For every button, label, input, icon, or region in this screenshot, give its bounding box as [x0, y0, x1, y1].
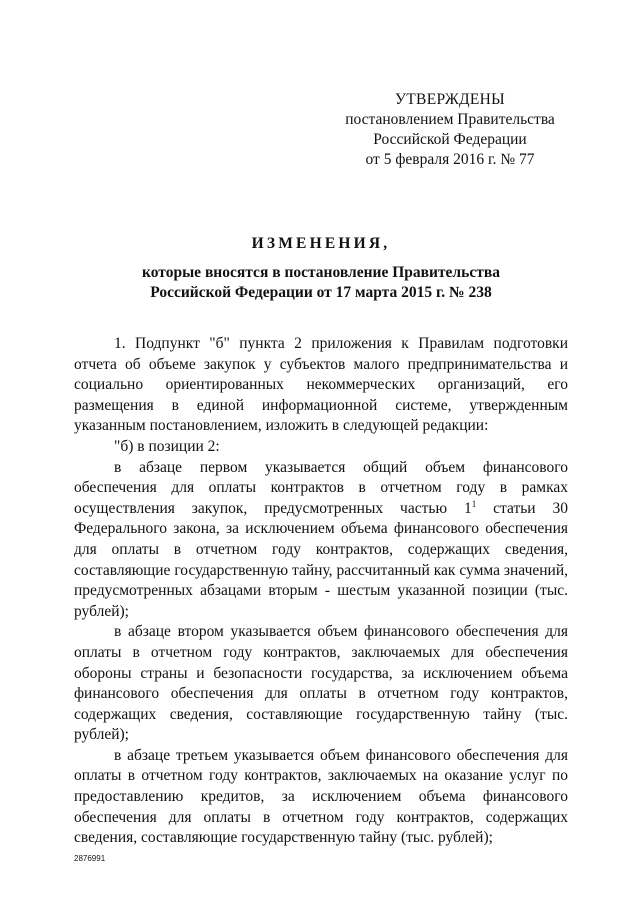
approval-by-line: постановлением Правительства	[345, 111, 555, 128]
document-body	[74, 334, 568, 849]
document-id: 2876991	[74, 854, 106, 863]
document-title: ИЗМЕНЕНИЯ,	[251, 235, 391, 252]
paragraph-3-part-a: в абзаце первом указывается общий объем финансового обеспечения для оплаты контрактов в отчетном году в рамках осуществления закупок, предусмотренных частью 1	[74, 458, 568, 517]
approval-date-line: от 5 февраля 2016 г. № 77	[365, 151, 535, 168]
paragraph-5: в абзаце третьем указывается объем финансового обеспечения для оплаты в отчетном году контрактов, заключаемых на оказание услуг по предоставлению кредитов, за исключением объема финансового обеспечения для оплаты в отчетном году контрактов, содержащих сведения, составляющие государственную тайну (тыс. рублей);	[74, 746, 568, 847]
document-subtitle-line1: которые вносятся в постановление Правительства	[142, 264, 500, 281]
approval-authority-line: Российской Федерации	[373, 131, 527, 148]
approval-stamp	[330, 90, 570, 170]
approval-heading: УТВЕРЖДЕНЫ	[395, 91, 505, 108]
paragraph-3-part-b: статьи 30 Федерального закона, за исключением объема финансового обеспечения для оплаты в отчетном году контрактов, содержащих сведения, составляющие государственную тайну, рассчитанный как сумма значений, предусмотренных абзацами вторым - шестым указанной позиции (тыс. рублей);	[74, 499, 568, 620]
paragraph-2: "б) в позиции 2:	[114, 437, 220, 455]
paragraph-3-superscript: 1	[471, 498, 477, 509]
paragraph-1: 1. Подпункт "б" пункта 2 приложения к Правилам подготовки отчета об объеме закупок у субъектов малого предпринимательства и социально ориентированных некоммерческих организаций, его размещения в единой информационной системе, утвержденным указанным постановлением, изложить в следующей редакции:	[74, 335, 568, 435]
paragraph-3	[74, 458, 568, 623]
document-subtitle-line2: Российской Федерации от 17 марта 2015 г. № 238	[150, 284, 492, 301]
document-title-block	[74, 234, 568, 303]
paragraph-4: в абзаце втором указывается объем финансового обеспечения для оплаты в отчетном году контрактов, заключаемых для обеспечения обороны страны и безопасности государства, за исключением объема финансового обеспечения для оплаты в отчетном году контрактов, содержащих сведения, составляющие государственную тайну (тыс. рублей);	[74, 623, 568, 744]
